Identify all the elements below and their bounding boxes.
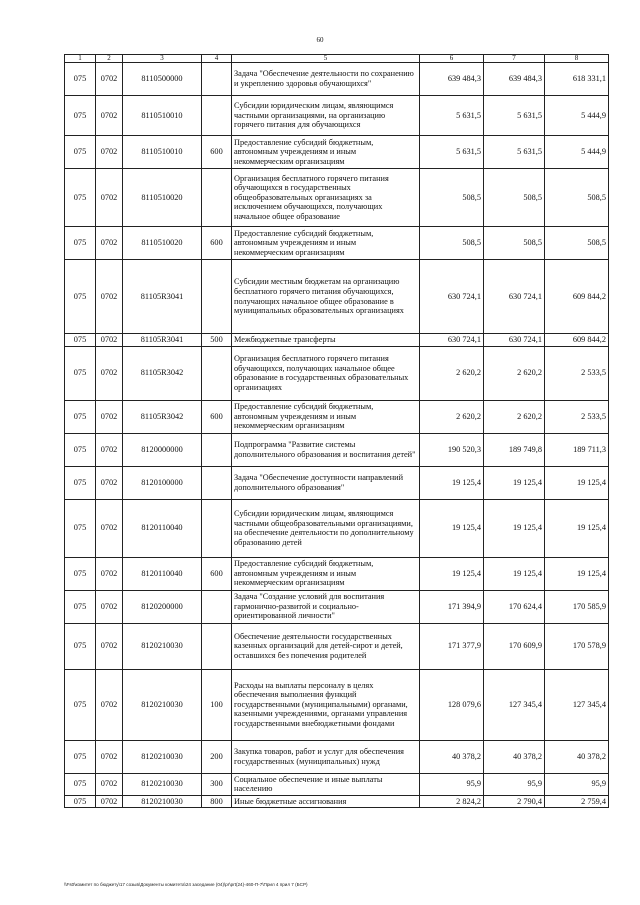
amount-cell: 2 620,2 [484,346,545,400]
agency-code-cell: 075 [65,400,96,433]
amount-cell: 2 620,2 [420,346,484,400]
agency-code-cell: 075 [65,433,96,466]
expense-type-cell: 200 [202,740,232,773]
amount-cell: 19 125,4 [545,466,609,499]
target-article-cell: 8120210030 [123,795,202,808]
amount-cell: 630 724,1 [484,260,545,334]
expense-type-cell [202,590,232,623]
amount-cell: 639 484,3 [420,63,484,96]
agency-code-cell: 075 [65,669,96,740]
expense-type-cell: 100 [202,669,232,740]
table-row [65,773,609,795]
expense-type-cell: 500 [202,334,232,347]
amount-cell: 2 759,4 [545,795,609,808]
amount-cell: 630 724,1 [484,334,545,347]
expense-type-cell [202,346,232,400]
amount-cell: 170 609,9 [484,623,545,669]
agency-code-cell: 075 [65,227,96,260]
expense-type-cell: 800 [202,795,232,808]
section-code-cell: 0702 [96,795,123,808]
amount-cell: 2 533,5 [545,346,609,400]
description-cell: Предоставление субсидий бюджетным, автономным учреждениям и иным некоммерческим организациям [232,400,420,433]
amount-cell: 19 125,4 [484,466,545,499]
target-article-cell: 8120100000 [123,466,202,499]
target-article-cell: 8110510020 [123,227,202,260]
column-number: 8 [545,55,609,63]
table-row [65,623,609,669]
table-row [65,260,609,334]
section-code-cell: 0702 [96,400,123,433]
section-code-cell: 0702 [96,499,123,557]
amount-cell: 40 378,2 [420,740,484,773]
target-article-cell: 8120210030 [123,623,202,669]
expense-type-cell: 600 [202,557,232,590]
description-cell: Предоставление субсидий бюджетным, автономным учреждениям и иным некоммерческим организациям [232,136,420,169]
amount-cell: 19 125,4 [545,499,609,557]
section-code-cell: 0702 [96,346,123,400]
amount-cell: 171 377,9 [420,623,484,669]
table-row [65,346,609,400]
table-row [65,466,609,499]
target-article-cell: 8120210030 [123,773,202,795]
section-code-cell: 0702 [96,260,123,334]
description-cell: Предоставление субсидий бюджетным, автономным учреждениям и иным некоммерческим организациям [232,227,420,260]
description-cell: Предоставление субсидий бюджетным, автономным учреждениям и иным некоммерческим организациям [232,557,420,590]
section-code-cell: 0702 [96,96,123,136]
target-article-cell: 81105R3042 [123,346,202,400]
section-code-cell: 0702 [96,433,123,466]
section-code-cell: 0702 [96,623,123,669]
table-row [65,499,609,557]
target-article-cell: 81105R3041 [123,334,202,347]
table-row [65,795,609,808]
description-cell: Социальное обеспечение и иные выплаты населению [232,773,420,795]
table-row [65,669,609,740]
section-code-cell: 0702 [96,136,123,169]
target-article-cell: 8110510020 [123,169,202,227]
section-code-cell: 0702 [96,557,123,590]
table-row [65,227,609,260]
expense-type-cell [202,433,232,466]
description-cell: Задача "Обеспечение доступности направлений дополнительного образования" [232,466,420,499]
column-number: 4 [202,55,232,63]
agency-code-cell: 075 [65,96,96,136]
amount-cell: 127 345,4 [545,669,609,740]
amount-cell: 19 125,4 [420,466,484,499]
section-code-cell: 0702 [96,169,123,227]
agency-code-cell: 075 [65,466,96,499]
table-row [65,557,609,590]
expense-type-cell: 300 [202,773,232,795]
amount-cell: 40 378,2 [484,740,545,773]
amount-cell: 508,5 [545,169,609,227]
description-cell: Межбюджетные трансферты [232,334,420,347]
agency-code-cell: 075 [65,795,96,808]
amount-cell: 2 620,2 [420,400,484,433]
target-article-cell: 8120000000 [123,433,202,466]
column-number: 3 [123,55,202,63]
amount-cell: 5 631,5 [484,96,545,136]
table-row [65,334,609,347]
agency-code-cell: 075 [65,346,96,400]
amount-cell: 508,5 [484,169,545,227]
section-code-cell: 0702 [96,590,123,623]
expense-type-cell [202,260,232,334]
table-row [65,136,609,169]
expense-type-cell [202,466,232,499]
amount-cell: 639 484,3 [484,63,545,96]
amount-cell: 127 345,4 [484,669,545,740]
column-number: 7 [484,55,545,63]
agency-code-cell: 075 [65,260,96,334]
amount-cell: 5 631,5 [484,136,545,169]
expense-type-cell [202,169,232,227]
amount-cell: 190 520,3 [420,433,484,466]
section-code-cell: 0702 [96,334,123,347]
column-number: 6 [420,55,484,63]
section-code-cell: 0702 [96,227,123,260]
amount-cell: 189 749,8 [484,433,545,466]
amount-cell: 19 125,4 [420,557,484,590]
description-cell: Организация бесплатного горячего питания обучающихся, получающих начальное общее образование в государственных образовательных организациях [232,346,420,400]
amount-cell: 609 844,2 [545,260,609,334]
amount-cell: 170 578,9 [545,623,609,669]
agency-code-cell: 075 [65,136,96,169]
amount-cell: 630 724,1 [420,260,484,334]
column-number: 5 [232,55,420,63]
agency-code-cell: 075 [65,740,96,773]
description-cell: Иные бюджетные ассигнования [232,795,420,808]
budget-table [64,54,609,808]
table-row [65,169,609,227]
description-cell: Обеспечение деятельности государственных казенных организаций для детей-сирот и детей, оставшихся без попечения родителей [232,623,420,669]
section-code-cell: 0702 [96,63,123,96]
column-number-row [65,55,609,63]
target-article-cell: 81105R3042 [123,400,202,433]
section-code-cell: 0702 [96,669,123,740]
amount-cell: 508,5 [420,169,484,227]
amount-cell: 618 331,1 [545,63,609,96]
target-article-cell: 8110510010 [123,96,202,136]
table-row [65,96,609,136]
amount-cell: 170 585,9 [545,590,609,623]
description-cell: Субсидии юридическим лицам, являющимся частными общеобразовательными организациями, на обеспечение деятельности по дополнительному образованию детей [232,499,420,557]
description-cell: Задача "Обеспечение деятельности по сохранению и укреплению здоровья обучающихся" [232,63,420,96]
section-code-cell: 0702 [96,740,123,773]
amount-cell: 95,9 [420,773,484,795]
agency-code-cell: 075 [65,773,96,795]
table-row [65,740,609,773]
amount-cell: 95,9 [484,773,545,795]
agency-code-cell: 075 [65,169,96,227]
section-code-cell: 0702 [96,466,123,499]
amount-cell: 2 790,4 [484,795,545,808]
amount-cell: 2 824,2 [420,795,484,808]
expense-type-cell: 600 [202,400,232,433]
agency-code-cell: 075 [65,557,96,590]
amount-cell: 5 631,5 [420,96,484,136]
target-article-cell: 8120210030 [123,740,202,773]
description-cell: Субсидии юридическим лицам, являющимся частными организациями, на организацию горячего питания для обучающихся [232,96,420,136]
description-cell: Организация бесплатного горячего питания обучающихся в государственных общеобразовательных организациях за исключением обучающихся, получающих начальное общее образование [232,169,420,227]
amount-cell: 5 631,5 [420,136,484,169]
page-number: 60 [316,36,324,44]
table-row [65,433,609,466]
target-article-cell: 8120210030 [123,669,202,740]
description-cell: Закупка товаров, работ и услуг для обеспечения государственных (муниципальных) нужд [232,740,420,773]
target-article-cell: 8120110040 [123,557,202,590]
agency-code-cell: 075 [65,63,96,96]
agency-code-cell: 075 [65,623,96,669]
amount-cell: 508,5 [484,227,545,260]
expense-type-cell [202,499,232,557]
amount-cell: 508,5 [545,227,609,260]
amount-cell: 5 444,9 [545,96,609,136]
table-row [65,63,609,96]
amount-cell: 40 378,2 [545,740,609,773]
amount-cell: 2 620,2 [484,400,545,433]
target-article-cell: 8110510010 [123,136,202,169]
amount-cell: 95,9 [545,773,609,795]
expense-type-cell [202,63,232,96]
amount-cell: 19 125,4 [484,499,545,557]
target-article-cell: 8110500000 [123,63,202,96]
agency-code-cell: 075 [65,334,96,347]
table-row [65,400,609,433]
description-cell: Расходы на выплаты персоналу в целях обеспечения выполнения функций государственными (муниципальными) органами, казенными учреждениями, органами управления государственными внебюджетными фондами [232,669,420,740]
amount-cell: 171 394,9 [420,590,484,623]
description-cell: Задача "Создание условий для воспитания гармонично-развитой и социально-ориентированной личности" [232,590,420,623]
amount-cell: 609 844,2 [545,334,609,347]
amount-cell: 128 079,6 [420,669,484,740]
expense-type-cell [202,623,232,669]
table-body [65,63,609,808]
amount-cell: 2 533,5 [545,400,609,433]
amount-cell: 170 624,4 [484,590,545,623]
file-path-footer: \\Fs0\комитет по бюджету\17 созыв\Документы комитета\24 заседание (04)\pr\prt(24)-460-П-7\Прил 4 прил 7 (БСР) [64,882,308,887]
amount-cell: 19 125,4 [420,499,484,557]
target-article-cell: 81105R3041 [123,260,202,334]
amount-cell: 189 711,3 [545,433,609,466]
amount-cell: 5 444,9 [545,136,609,169]
expense-type-cell [202,96,232,136]
amount-cell: 508,5 [420,227,484,260]
target-article-cell: 8120110040 [123,499,202,557]
section-code-cell: 0702 [96,773,123,795]
description-cell: Субсидии местным бюджетам на организацию бесплатного горячего питания обучающихся, получающих начальное общее образование в муниципальных образовательных организациях [232,260,420,334]
column-number: 2 [96,55,123,63]
target-article-cell: 8120200000 [123,590,202,623]
agency-code-cell: 075 [65,590,96,623]
amount-cell: 19 125,4 [545,557,609,590]
agency-code-cell: 075 [65,499,96,557]
amount-cell: 630 724,1 [420,334,484,347]
expense-type-cell: 600 [202,227,232,260]
expense-type-cell: 600 [202,136,232,169]
amount-cell: 19 125,4 [484,557,545,590]
table-row [65,590,609,623]
column-number: 1 [65,55,96,63]
description-cell: Подпрограмма "Развитие системы дополнительного образования и воспитания детей" [232,433,420,466]
